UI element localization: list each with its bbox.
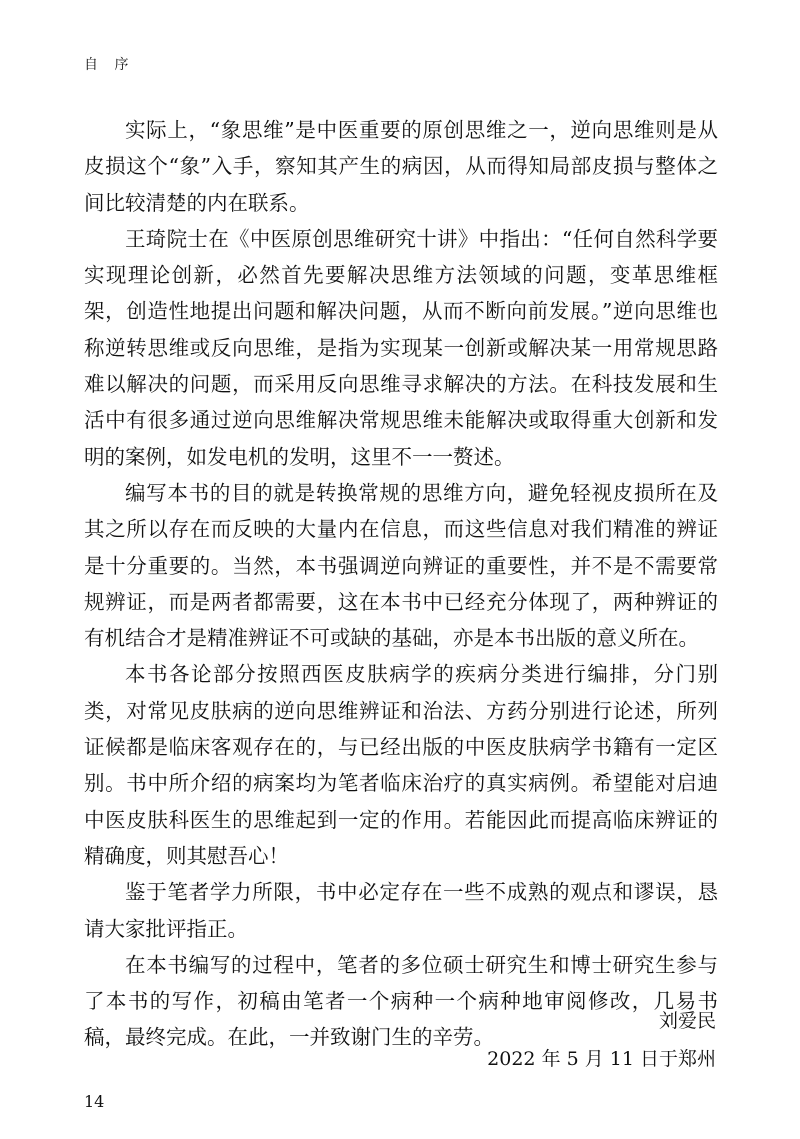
- paragraph: 王琦院士在《中医原创思维研究十讲》中指出：“任何自然科学要实现理论创新，必然首先要解决思维方法领域的问题，变革思维框架，创造性地提出问题和解决问题，从而不断向前发展。”逆向思维也称逆转思维或反向思维，是指为实现某一创新或解决某一用常规思路难以解决的问题，而采用反向思维寻求解决的方法。在科技发展和生活中有很多通过逆向思维解决常规思维未能解决或取得重大创新和发明的案例，如发电机的发明，这里不一一赘述。: [84, 226, 718, 469]
- page-number: 14: [84, 1092, 105, 1111]
- paragraph: 鉴于笔者学力所限，书中必定存在一些不成熟的观点和谬误，恳请大家批评指正。: [84, 880, 718, 941]
- signature-date: 2022 年 5 月 11 日于郑州: [487, 1048, 716, 1070]
- paragraph: 在本书编写的过程中，笔者的多位硕士研究生和博士研究生参与了本书的写作，初稿由笔者一个病种一个病种地审阅修改，几易书稿，最终完成。在此，一并致谢门生的辛劳。: [84, 952, 718, 1050]
- preface-body: [84, 112, 718, 1056]
- author-signature: 刘爱民: [658, 1010, 716, 1032]
- paragraph: 实际上，“象思维”是中医重要的原创思维之一，逆向思维则是从皮损这个“象”入手，察知其产生的病因，从而得知局部皮损与整体之间比较清楚的内在联系。: [84, 118, 718, 215]
- paragraph: 本书各论部分按照西医皮肤病学的疾病分类进行编排，分门别类，对常见皮肤病的逆向思维辨证和治法、方药分别进行论述，所列证候都是临床客观存在的，与已经出版的中医皮肤病学书籍有一定区别。书中所介绍的病案均为笔者临床治疗的真实病例。希望能对启迪中医皮肤科医生的思维起到一定的作用。若能因此而提高临床辨证的精确度，则其慰吾心！: [84, 662, 718, 868]
- paragraph: 编写本书的目的就是转换常规的思维方向，避免轻视皮损所在及其之所以存在而反映的大量内在信息，而这些信息对我们精准的辨证是十分重要的。当然，本书强调逆向辨证的重要性，并不是不需要常规辨证，而是两者都需要，这在本书中已经充分体现了，两种辨证的有机结合才是精准辨证不可或缺的基础，亦是本书出版的意义所在。: [84, 480, 718, 651]
- running-header: 自 序: [84, 57, 135, 73]
